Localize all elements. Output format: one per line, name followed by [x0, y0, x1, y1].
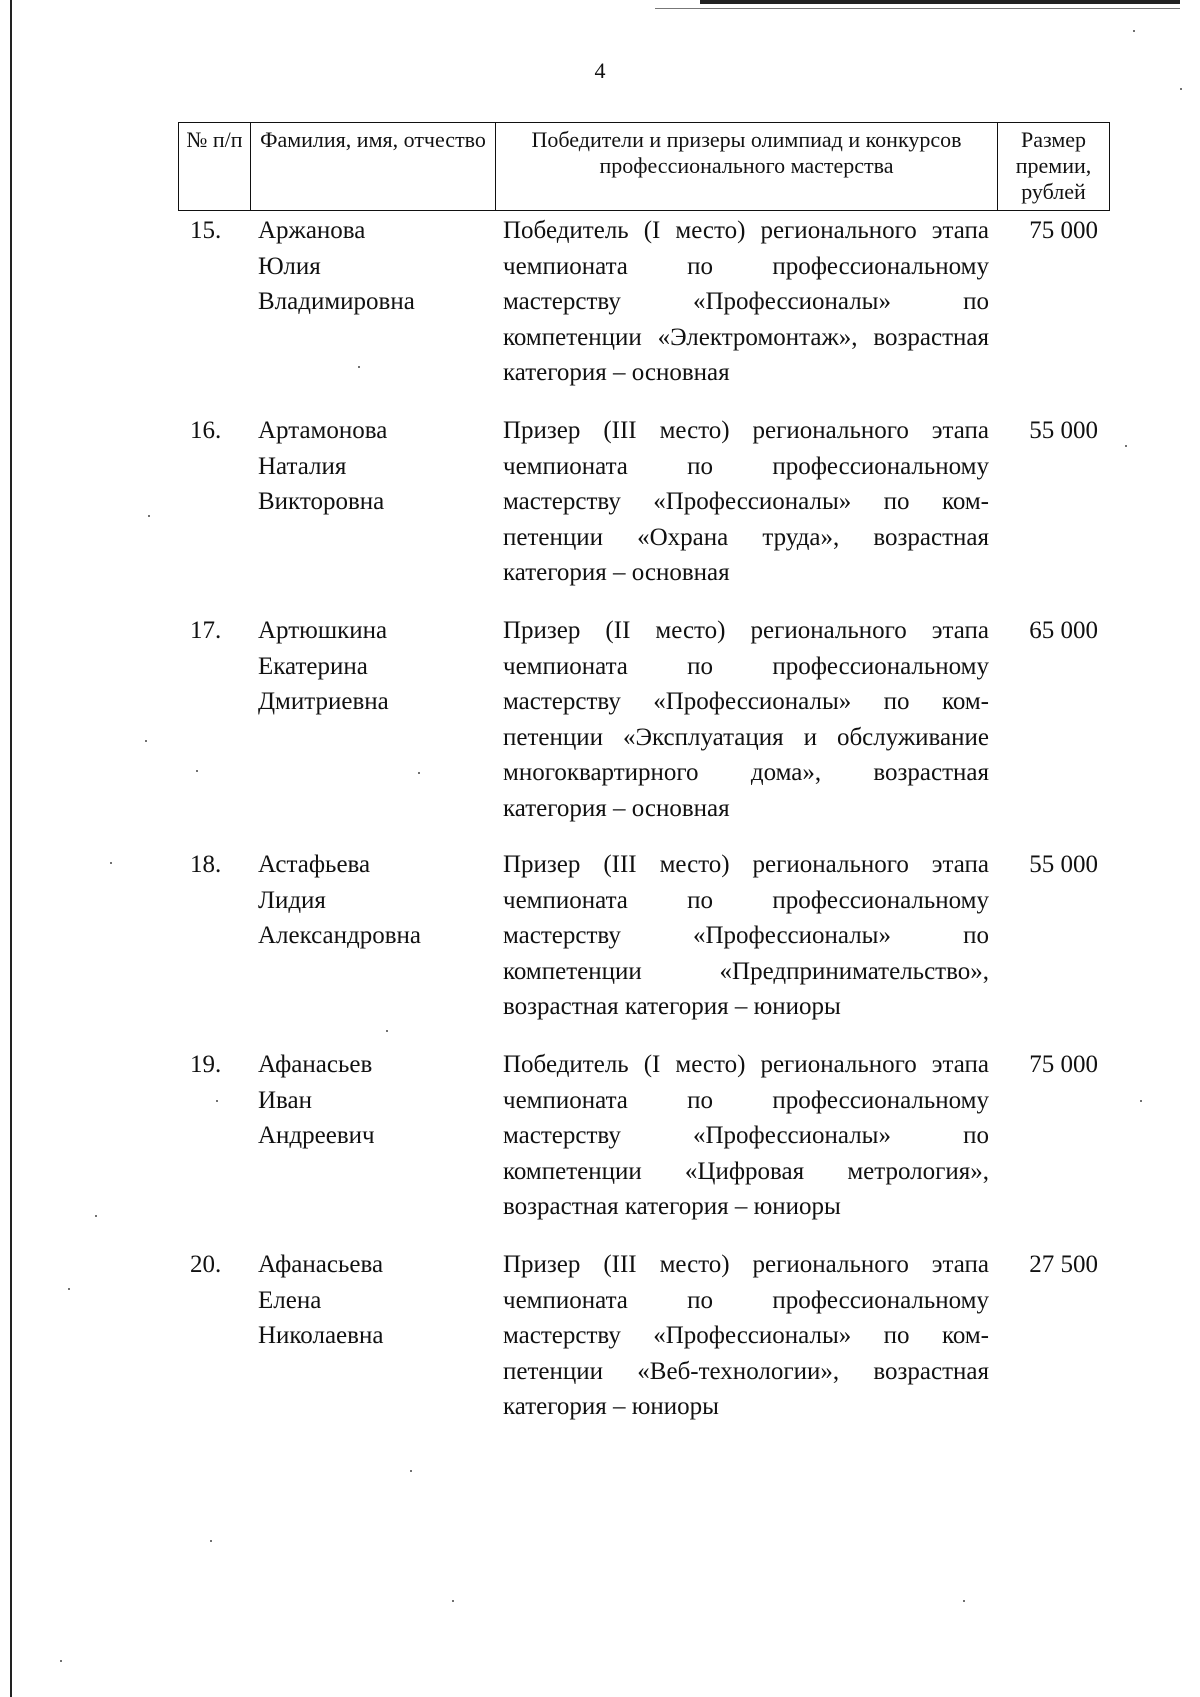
header-prize: Размер премии, рублей — [997, 123, 1109, 210]
header-full-name: Фамилия, имя, отчество — [250, 123, 495, 210]
surname: Афанасьев — [258, 1051, 373, 1078]
row-full-name — [258, 847, 488, 954]
scan-speck — [410, 1470, 412, 1472]
page-number: 4 — [594, 58, 606, 83]
given-name: Иван — [258, 1086, 313, 1114]
patronymic: Дмитриевна — [258, 688, 389, 715]
row-achievement: Призер (III место) регионального этапа чемпионата по профессиональному мастерству «Профессионалы» по компетенции «Предпринимательство», возрастная категория – юниоры — [503, 851, 989, 1020]
scan-speck — [110, 862, 112, 864]
scan-top-edge — [700, 0, 1180, 4]
scan-speck — [196, 770, 198, 772]
scan-speck — [148, 515, 150, 517]
given-name: Юлия — [258, 252, 321, 280]
given-name: Наталия — [258, 452, 347, 480]
row-achievement: Победитель (I место) регионального этапа чемпионата по профессиональному мастерству «Профессионалы» по компетенции «Электромонтаж», возрастная категория – основная — [503, 217, 989, 386]
row-prize: 65 000 — [1029, 617, 1098, 644]
table-header — [178, 122, 1110, 211]
patronymic: Андреевич — [258, 1122, 375, 1149]
surname: Аржанова — [258, 217, 366, 244]
header-achievement: Победители и призеры олимпиад и конкурсов профессионального мастерства — [495, 123, 997, 210]
row-full-name — [258, 1247, 488, 1354]
row-prize: 75 000 — [1029, 217, 1098, 244]
row-full-name — [258, 613, 488, 720]
scan-speck — [452, 1600, 454, 1602]
scan-speck — [1180, 88, 1182, 90]
scan-speck — [145, 740, 147, 742]
patronymic: Викторовна — [258, 488, 385, 515]
patronymic: Александровна — [258, 922, 422, 949]
row-achievement: Призер (III место) регионального этапа чемпионата по профессиональному мастерству «Профессионалы» по компетенции «Веб-технологии», возрастная категория – юниоры — [503, 1251, 989, 1420]
given-name: Елена — [258, 1286, 322, 1314]
row-achievement: Призер (III место) регионального этапа чемпионата по профессиональному мастерству «Профессионалы» по компетенции «Охрана труда», возрастная категория – основная — [503, 417, 989, 586]
row-number: 17. — [190, 617, 222, 644]
scan-speck — [1125, 445, 1127, 447]
row-prize: 55 000 — [1029, 417, 1098, 444]
scan-left-edge — [10, 0, 12, 1697]
patronymic: Владимировна — [258, 288, 415, 315]
scan-speck — [216, 1100, 218, 1102]
row-number: 15. — [190, 217, 222, 244]
patronymic: Николаевна — [258, 1322, 384, 1349]
scan-top-edge-line — [655, 8, 1180, 9]
surname: Афанасьева — [258, 1251, 384, 1278]
row-full-name — [258, 1047, 488, 1154]
scan-speck — [1133, 30, 1135, 32]
row-number: 18. — [190, 851, 222, 878]
scan-speck — [418, 772, 420, 774]
scan-speck — [60, 1660, 62, 1662]
scan-speck — [68, 1288, 70, 1290]
scan-speck — [386, 1030, 388, 1032]
row-number: 16. — [190, 417, 222, 444]
scan-speck — [210, 1540, 212, 1542]
row-full-name — [258, 413, 488, 520]
given-name: Екатерина — [258, 652, 368, 680]
row-achievement: Призер (II место) регионального этапа чемпионата по профессиональному мастерству «Профессионалы» по компетенции «Эксплуатация и обслуживание многоквартирного дома», возрастная категория – основная — [503, 617, 989, 822]
scan-speck — [358, 366, 360, 368]
surname: Артамонова — [258, 417, 388, 444]
row-prize: 27 500 — [1029, 1251, 1098, 1278]
scan-speck — [963, 1600, 965, 1602]
scan-speck — [1140, 1100, 1142, 1102]
row-full-name — [258, 213, 488, 320]
given-name: Лидия — [258, 886, 326, 914]
row-prize: 75 000 — [1029, 1051, 1098, 1078]
header-number: № п/п — [186, 127, 243, 152]
row-prize: 55 000 — [1029, 851, 1098, 878]
row-number: 20. — [190, 1251, 222, 1278]
row-number: 19. — [190, 1051, 222, 1078]
row-achievement: Победитель (I место) регионального этапа чемпионата по профессиональному мастерству «Профессионалы» по компетенции «Цифровая метрология», возрастная категория – юниоры — [503, 1051, 989, 1220]
scan-speck — [95, 1215, 97, 1217]
surname: Артюшкина — [258, 617, 388, 644]
surname: Астафьева — [258, 851, 371, 878]
